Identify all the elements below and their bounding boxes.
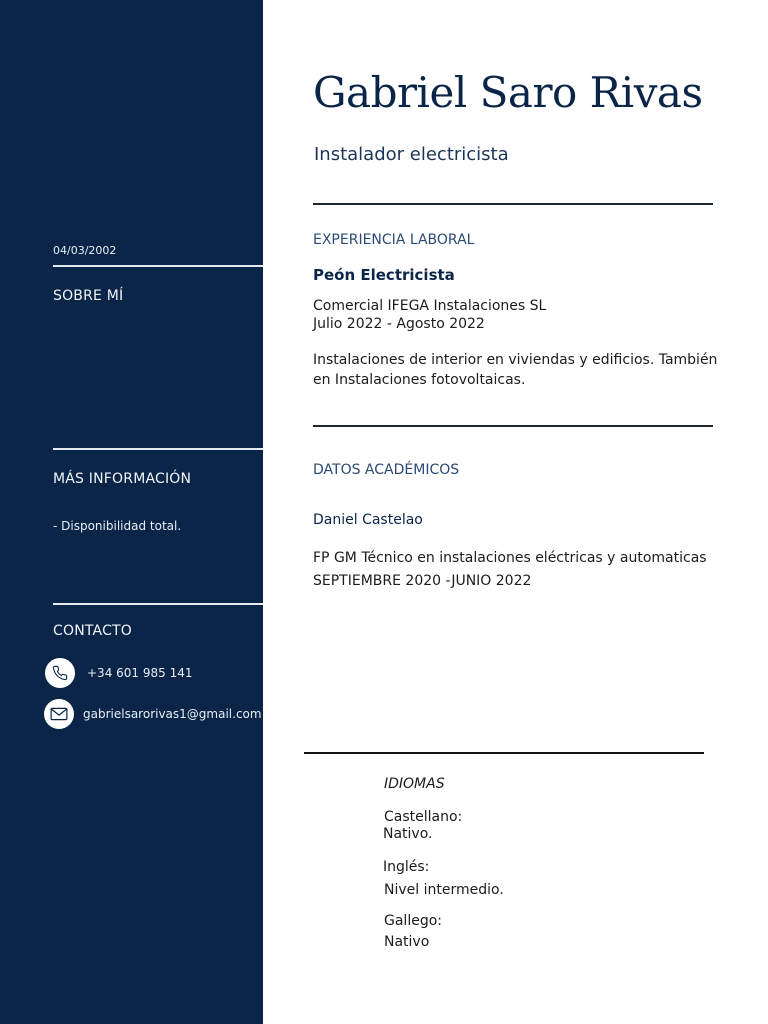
phone-number[interactable]: +34 601 985 141 <box>87 666 193 680</box>
section-divider <box>304 752 704 754</box>
sidebar-divider <box>53 265 263 267</box>
contact-title: CONTACTO <box>53 623 133 639</box>
language-level: Nativo <box>384 934 430 950</box>
degree-name: FP GM Técnico en instalaciones eléctricas y automaticas <box>313 550 707 566</box>
language-name: Gallego: <box>384 913 442 929</box>
section-divider <box>313 203 713 205</box>
job-role: Instalador electricista <box>314 144 509 165</box>
sidebar <box>0 0 263 1024</box>
sidebar-divider <box>53 448 263 450</box>
experience-title: EXPERIENCIA LABORAL <box>313 232 475 248</box>
section-divider <box>313 425 713 427</box>
more-info-text: - Disponibilidad total. <box>53 519 182 533</box>
job-description: Instalaciones de interior en viviendas y edificios. También en Instalaciones fotovoltaicas. <box>313 352 718 388</box>
languages-title: IDIOMAS <box>384 776 445 792</box>
mail-icon <box>44 699 74 729</box>
birth-date: 04/03/2002 <box>53 244 117 257</box>
contact-email-row <box>44 699 262 729</box>
email-address[interactable]: gabrielsarorivas1@gmail.com <box>83 707 262 721</box>
education-title: DATOS ACADÉMICOS <box>313 462 460 478</box>
more-info-title: MÁS INFORMACIÓN <box>53 471 192 487</box>
sidebar-divider <box>53 603 263 605</box>
full-name: Gabriel Saro Rivas <box>313 68 703 117</box>
language-name: Castellano: <box>384 809 463 825</box>
language-name: Inglés: <box>383 859 430 875</box>
job-dates: Julio 2022 - Agosto 2022 <box>313 316 485 332</box>
job-title: Peón Electricista <box>313 266 455 284</box>
education-dates: SEPTIEMBRE 2020 -JUNIO 2022 <box>313 573 532 589</box>
about-title: SOBRE MÍ <box>53 288 124 304</box>
language-level: Nivel intermedio. <box>384 882 504 898</box>
company-name: Comercial IFEGA Instalaciones SL <box>313 298 547 314</box>
phone-icon <box>45 658 75 688</box>
language-level: Nativo. <box>383 826 433 842</box>
school-name: Daniel Castelao <box>313 512 423 528</box>
contact-phone-row <box>45 658 192 688</box>
